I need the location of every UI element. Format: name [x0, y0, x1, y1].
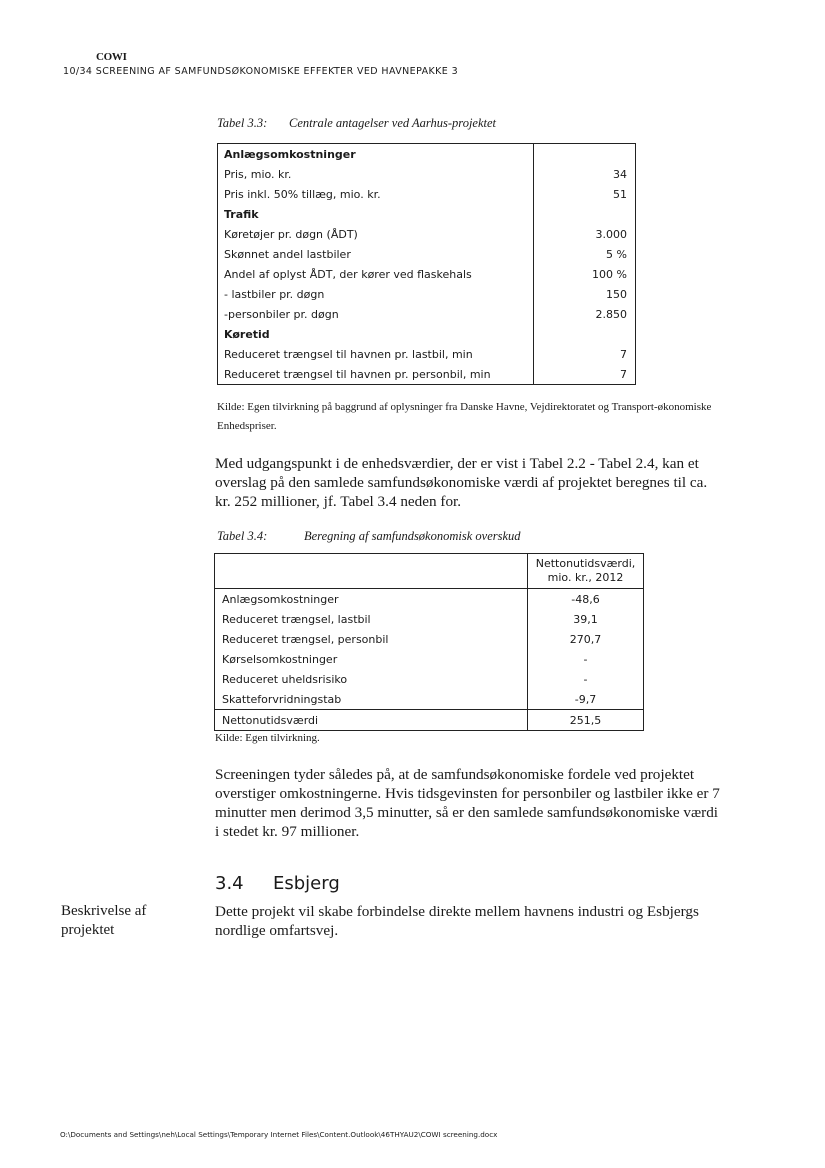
table-section-row: [218, 204, 636, 224]
table-row: [215, 669, 644, 689]
row-label: Pris inkl. 50% tillæg, mio. kr.: [218, 184, 534, 204]
row-label: Reduceret trængsel til havnen pr. personbil, min: [218, 364, 534, 385]
row-label: Trafik: [218, 204, 534, 224]
row-value: 7: [620, 347, 627, 361]
row-label: Skatteforvridningstab: [215, 689, 528, 710]
table-row: [218, 164, 636, 184]
row-label: Kørselsomkostninger: [215, 649, 528, 669]
table-header-row: [215, 554, 644, 589]
file-path-footer: O:\Documents and Settings\neh\Local Settings\Temporary Internet Files\Content.Outlook\46THYAU2\COWI screening.docx: [60, 1130, 498, 1139]
row-value: 51: [613, 187, 627, 201]
paragraph-2: Screeningen tyder således på, at de samfundsøkonomiske fordele ved projektet overstiger omkostningerne. Hvis tidsgevinsten for personbiler og lastbiler ikke er 7 minutter men derimod 3,5 minutter, så er den samlede samfundsøkonomiske værdi i stedet kr. 97 millioner.: [215, 766, 720, 840]
row-label: Køretid: [218, 324, 534, 344]
table-row: [218, 364, 636, 385]
row-value: 3.000: [595, 227, 627, 241]
table2-number: Tabel 3.4:: [217, 529, 268, 543]
table1-source: Kilde: Egen tilvirkning på baggrund af oplysninger fra Danske Havne, Vejdirektoratet og Transport-økonomiske Enhedspriser.: [217, 401, 712, 432]
row-value: -48,6: [571, 592, 600, 606]
row-label: - lastbiler pr. døgn: [218, 284, 534, 304]
assumptions-table: [217, 143, 636, 385]
row-label: Reduceret trængsel til havnen pr. lastbil, min: [218, 344, 534, 364]
row-label: Reduceret trængsel, lastbil: [215, 609, 528, 629]
table2-title: Beregning af samfundsøkonomisk overskud: [304, 529, 521, 543]
table-header-blank: [215, 554, 528, 589]
table1-caption: [217, 116, 496, 131]
table-row: [218, 284, 636, 304]
table-row: [215, 649, 644, 669]
section-number: 3.4: [215, 873, 244, 894]
section-heading: [215, 873, 340, 894]
table-header-value: [528, 554, 644, 589]
row-value: -: [583, 652, 588, 666]
table-row: [215, 629, 644, 649]
table-row: [218, 224, 636, 244]
table-row: [215, 689, 644, 710]
paragraph-3: Dette projekt vil skabe forbindelse direkte mellem havnens industri og Esbjergs nordlige omfartsvej.: [215, 903, 699, 939]
header-line-1: Nettonutidsværdi,: [535, 557, 636, 570]
row-value: 251,5: [528, 710, 644, 731]
table-row: [215, 589, 644, 610]
row-value: 34: [613, 167, 627, 181]
table-row: [218, 304, 636, 324]
running-head: 10/34 SCREENING AF SAMFUNDSØKONOMISKE EFFEKTER VED HAVNEPAKKE 3: [63, 66, 459, 77]
row-label: Skønnet andel lastbiler: [218, 244, 534, 264]
table-row: [218, 344, 636, 364]
table-row: [218, 184, 636, 204]
row-label: Anlægsomkostninger: [218, 144, 534, 165]
table1-number: Tabel 3.3:: [217, 116, 268, 130]
table2-source: Kilde: Egen tilvirkning.: [215, 732, 320, 744]
row-value: 270,7: [569, 632, 602, 646]
row-label: Reduceret trængsel, personbil: [215, 629, 528, 649]
row-value: 39,1: [573, 612, 598, 626]
row-label: Anlægsomkostninger: [215, 589, 528, 610]
row-value: 2.850: [595, 307, 627, 321]
section-title: Esbjerg: [273, 873, 340, 894]
row-value: 150: [606, 287, 627, 301]
header-line-2: mio. kr., 2012: [547, 571, 624, 584]
row-label: Pris, mio. kr.: [218, 164, 534, 184]
row-value: -: [583, 672, 588, 686]
row-label: Køretøjer pr. døgn (ÅDT): [218, 224, 534, 244]
row-label: -personbiler pr. døgn: [218, 304, 534, 324]
table2-caption: [217, 529, 521, 544]
margin-note: Beskrivelse af projektet: [61, 903, 147, 938]
table-row: [215, 609, 644, 629]
paragraph-1: Med udgangspunkt i de enhedsværdier, der er vist i Tabel 2.2 - Tabel 2.4, kan et overslag på den samlede samfundsøkonomiske værdi af projektet beregnes til ca. kr. 252 millioner, jf. Tabel 3.4 neden for.: [215, 455, 708, 510]
row-value: -9,7: [574, 692, 597, 706]
row-value: 7: [620, 367, 627, 381]
table1-title: Centrale antagelser ved Aarhus-projektet: [289, 116, 497, 130]
company-logo: COWI: [96, 51, 127, 63]
row-label: Nettonutidsværdi: [215, 710, 528, 731]
row-value: [534, 324, 636, 344]
row-label: Andel af oplyst ÅDT, der kører ved flaskehals: [218, 264, 534, 284]
table-row: [218, 244, 636, 264]
table-section-row: [218, 324, 636, 344]
row-value: 5 %: [606, 247, 627, 261]
row-value: [534, 144, 636, 165]
table-row: [218, 264, 636, 284]
surplus-table: [214, 553, 644, 731]
table-section-row: [218, 144, 636, 165]
row-value: 100 %: [592, 267, 627, 281]
row-value: [534, 204, 636, 224]
table-total-row: [215, 710, 644, 731]
row-label: Reduceret uheldsrisiko: [215, 669, 528, 689]
